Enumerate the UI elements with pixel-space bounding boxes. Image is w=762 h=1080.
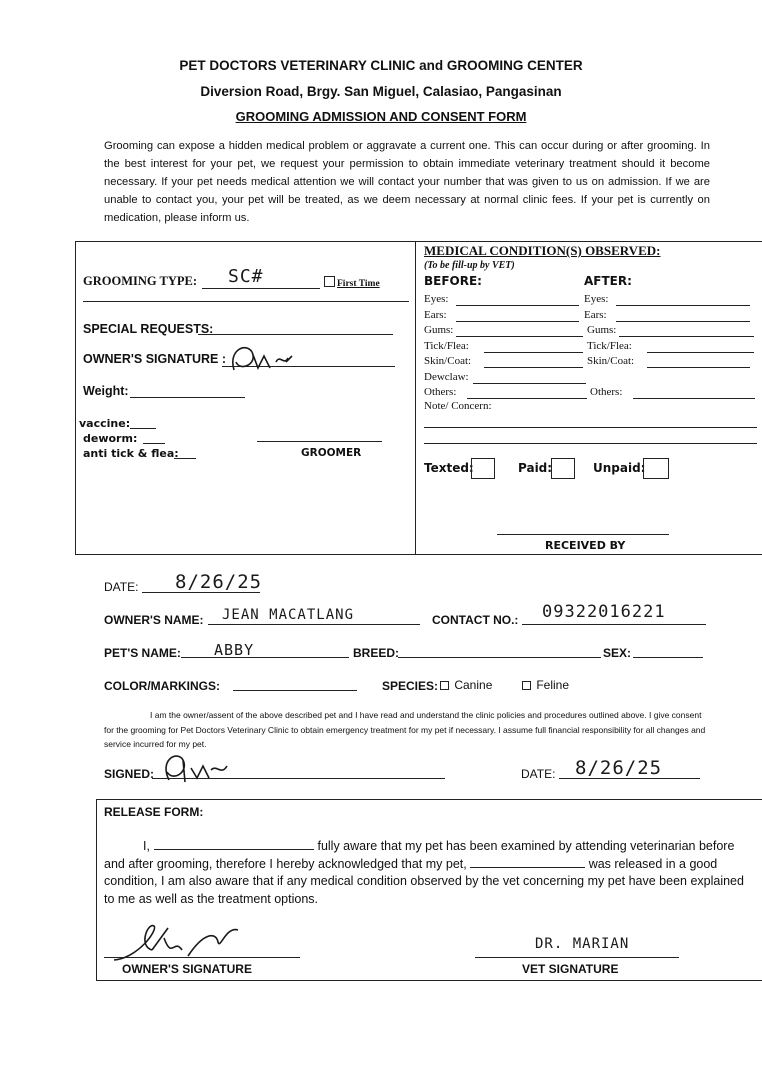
after-row-line[interactable] — [619, 336, 754, 337]
first-time-box[interactable] — [324, 276, 335, 287]
owner-name-label: OWNER'S NAME: — [104, 613, 204, 627]
clinic-address: Diversion Road, Brgy. San Miguel, Calasiao, Pangasinan — [200, 84, 562, 99]
special-requests-line[interactable] — [198, 334, 393, 335]
anti-tick-label: anti tick & flea: — [83, 447, 179, 460]
deworm-line[interactable] — [143, 443, 165, 444]
paid-checkbox[interactable] — [551, 458, 575, 479]
contact-line[interactable] — [522, 624, 706, 625]
signed-signature-mark — [155, 748, 235, 784]
before-row-line[interactable] — [484, 367, 583, 368]
after-row-label: Gums: — [587, 324, 617, 336]
pet-name-value: ABBY — [214, 641, 255, 659]
after-row-line[interactable] — [633, 398, 755, 399]
special-requests-label: SPECIAL REQUESTS: — [83, 322, 214, 336]
before-row-line[interactable] — [473, 383, 586, 384]
received-by-label: RECEIVED BY — [545, 539, 626, 552]
species-label: SPECIES: — [382, 679, 439, 693]
release-pet-blank[interactable] — [470, 856, 585, 868]
signed-label: SIGNED: — [104, 767, 155, 781]
first-time-checkbox[interactable] — [324, 276, 380, 289]
vet-signature-label: VET SIGNATURE — [522, 962, 619, 976]
form-title: GROOMING ADMISSION AND CONSENT FORM — [235, 109, 527, 124]
release-i: I, — [143, 839, 150, 853]
consent-text: I am the owner/assent of the above described pet and I have read and understand the clinic policies and procedures outlined above. I give consent for the grooming for Pet Doctors Veterinary Clinic to obtain emergency treatment for my pet if necessary. I assume full financial responsibility for all changes and service incurred for my pet. — [104, 710, 706, 749]
release-title: RELEASE FORM: — [104, 805, 204, 819]
before-row-label: Others: — [424, 386, 457, 398]
vaccine-label: vaccine: — [79, 417, 131, 430]
first-time-label: First Time — [337, 279, 380, 289]
release-owner-signature-mark — [108, 920, 248, 968]
canine-option[interactable] — [440, 678, 492, 692]
groomer-label: GROOMER — [301, 447, 362, 459]
before-label: BEFORE: — [424, 274, 482, 288]
color-line[interactable] — [233, 690, 357, 691]
signed-date-label: DATE: — [521, 767, 556, 781]
groomer-line[interactable] — [257, 441, 382, 442]
before-row-line[interactable] — [456, 336, 583, 337]
grooming-type-line[interactable] — [202, 288, 320, 289]
unpaid-label: Unpaid: — [593, 461, 646, 475]
release-paragraph — [104, 838, 753, 908]
release-text-1: fully aware that my pet has been examined by attending veterinarian before and after grooming, therefore I hereby acknowledged that my pet, — [104, 839, 735, 871]
texted-checkbox[interactable] — [471, 458, 495, 479]
after-row-label: Tick/Flea: — [587, 339, 632, 352]
contact-value: 09322016221 — [542, 602, 666, 622]
contact-label: CONTACT NO.: — [432, 613, 519, 627]
after-row-line[interactable] — [647, 352, 754, 353]
sex-label: SEX: — [603, 646, 632, 660]
weight-line[interactable] — [130, 397, 245, 398]
deworm-label: deworm: — [83, 432, 138, 445]
before-row-label: Ears: — [424, 308, 447, 321]
breed-line[interactable] — [398, 657, 601, 658]
date-label: DATE: — [104, 580, 139, 594]
canine-label: Canine — [454, 678, 493, 692]
after-row-label: Eyes: — [584, 293, 609, 305]
paid-label: Paid: — [518, 461, 553, 475]
before-row-label: Eyes: — [424, 293, 449, 305]
before-row-label: Skin/Coat: — [424, 355, 472, 367]
after-row-label: Others: — [590, 386, 623, 398]
before-row-label: Gums: — [424, 324, 454, 336]
note-line-2[interactable] — [424, 443, 757, 444]
received-by-line[interactable] — [497, 534, 669, 535]
owner-name-value: JEAN MACATLANG — [222, 607, 355, 623]
vet-name: DR. MARIAN — [535, 936, 630, 952]
pet-name-label: PET'S NAME: — [104, 646, 181, 660]
after-row-line[interactable] — [616, 321, 750, 322]
after-row-label: Skin/Coat: — [587, 355, 635, 367]
breed-label: BREED: — [353, 646, 400, 660]
anti-tick-line[interactable] — [174, 458, 196, 459]
unpaid-checkbox[interactable] — [643, 458, 669, 479]
before-row-line[interactable] — [456, 305, 579, 306]
intro-paragraph: Grooming can expose a hidden medical problem or aggravate a current one. This can occur during or after grooming. In the best interest for your pet, we request your permission to obtain immediate veterinary treatment should it become necessary. If your pet needs medical attention we will contact your number that was given to us on admission. If we are unable to contact you, your pet will be treated, as we deem necessary at normal clinic fees. If your pet is currently on medication, please inform us. — [104, 140, 710, 224]
owner-name-line[interactable] — [208, 624, 420, 625]
vet-signature-line[interactable] — [475, 957, 679, 958]
date-value: 8/26/25 — [175, 571, 263, 593]
before-row-line[interactable] — [456, 321, 579, 322]
release-name-blank[interactable] — [154, 838, 314, 850]
after-row-line[interactable] — [647, 367, 750, 368]
vaccine-line[interactable] — [130, 428, 156, 429]
after-label: AFTER: — [584, 274, 632, 288]
signed-date-value: 8/26/25 — [575, 757, 663, 779]
after-row-label: Ears: — [584, 308, 607, 321]
before-row-label: Dewclaw: — [424, 370, 469, 383]
texted-label: Texted: — [424, 461, 474, 475]
before-row-label: Tick/Flea: — [424, 339, 469, 352]
grooming-type-value: SC# — [228, 266, 264, 287]
medical-subtitle: (To be fill-up by VET) — [424, 260, 515, 271]
release-owner-signature-line[interactable] — [104, 957, 300, 958]
before-row-line[interactable] — [467, 398, 587, 399]
before-row-line[interactable] — [484, 352, 583, 353]
feline-checkbox[interactable] — [522, 681, 531, 690]
release-owner-signature-label: OWNER'S SIGNATURE — [122, 962, 252, 976]
sex-line[interactable] — [633, 657, 703, 658]
note-label: Note/ Concern: — [424, 400, 492, 412]
feline-label: Feline — [536, 678, 570, 692]
medical-title: MEDICAL CONDITION(S) OBSERVED: — [424, 243, 661, 258]
grooming-extra-line[interactable] — [83, 301, 409, 302]
release-text-2: was released in a good condition, I am also aware that if any medical condition observed by the vet concerning my pet have been explained to me as well as the treatment options. — [104, 856, 744, 906]
clinic-name: PET DOCTORS VETERINARY CLINIC and GROOMING CENTER — [179, 58, 583, 73]
grooming-type-label: GROOMING TYPE: — [83, 274, 198, 288]
owner-signature-label: OWNER'S SIGNATURE : — [83, 352, 227, 366]
panel-divider — [415, 241, 416, 554]
color-label: COLOR/MARKINGS: — [104, 679, 220, 693]
after-row-line[interactable] — [616, 305, 750, 306]
weight-label: Weight: — [83, 384, 129, 398]
note-line-1[interactable] — [424, 427, 757, 428]
canine-checkbox[interactable] — [440, 681, 449, 690]
feline-option[interactable] — [522, 678, 569, 692]
pet-name-line[interactable] — [181, 657, 349, 658]
owner-signature-mark — [226, 340, 296, 374]
